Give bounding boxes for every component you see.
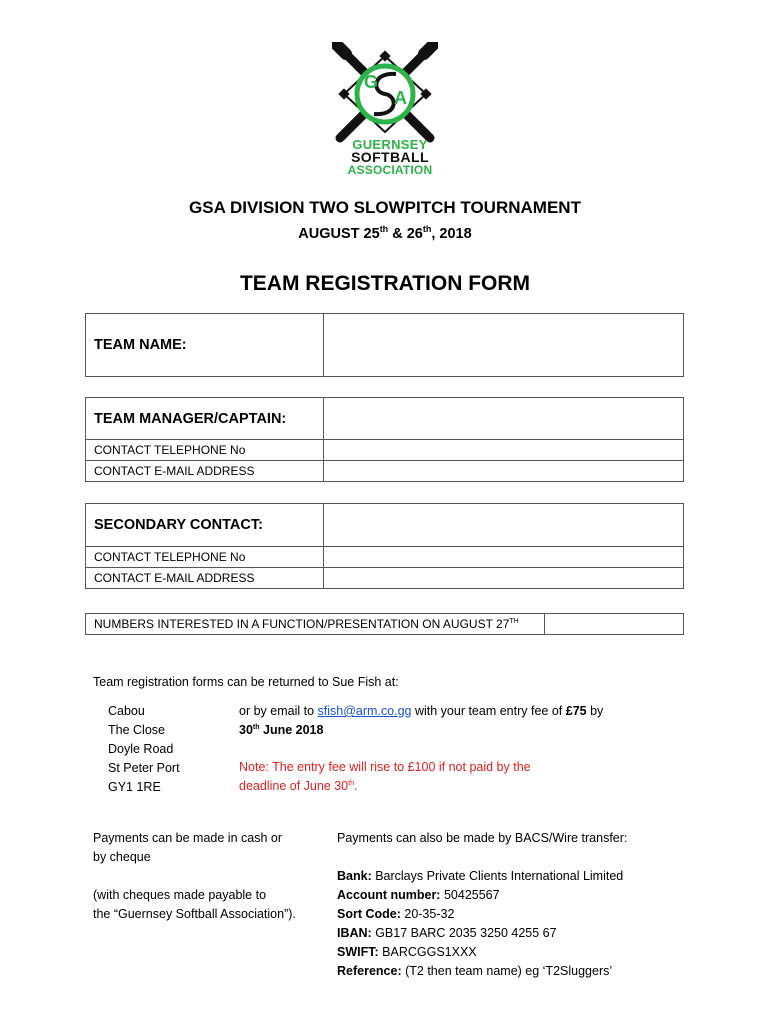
manager-table [85, 397, 684, 482]
email-link[interactable]: sfish@arm.co.gg [317, 704, 412, 718]
late-fee-note: Note: The entry fee will rise to £100 if not paid by the deadline of June 30th. [239, 760, 531, 793]
return-intro: Team registration forms can be returned to Sue Fish at: [93, 675, 399, 689]
address-line: GY1 1RE [108, 780, 161, 794]
svg-text:A: A [394, 88, 407, 108]
secondary-phone-field[interactable] [324, 547, 684, 568]
cheque-payable-info: (with cheques made payable to the “Guernsey Softball Association”). [93, 888, 296, 921]
account-line: Account number: 50425567 [337, 888, 500, 902]
function-table [85, 613, 684, 635]
reference-line: Reference: (T2 then team name) eg ‘T2Sluggers’ [337, 964, 613, 978]
address-line: St Peter Port [108, 761, 180, 775]
manager-phone-field[interactable] [324, 440, 684, 461]
logo-text-softball: SOFTBALL [351, 149, 429, 165]
swift-line: SWIFT: BARCGGS1XXX [337, 945, 477, 959]
cash-payment-info: Payments can be made in cash or by cheque [93, 831, 282, 864]
email-instructions: or by email to sfish@arm.co.gg with your team entry fee of £75 by 30th June 2018 [239, 702, 679, 740]
secondary-contact-label: SECONDARY CONTACT: [86, 504, 324, 547]
secondary-phone-label: CONTACT TELEPHONE No [86, 547, 324, 568]
team-name-label: TEAM NAME: [86, 314, 324, 377]
svg-text:G: G [364, 72, 379, 92]
logo-text-association: ASSOCIATION [347, 163, 433, 177]
secondary-contact-table [85, 503, 684, 589]
tournament-dates: AUGUST 25th & 26th, 2018 [298, 224, 472, 242]
address-line: Doyle Road [108, 742, 174, 756]
bank-line: Bank: Barclays Private Clients International Limited [337, 869, 624, 883]
deadline: 30th June 2018 [239, 723, 324, 737]
team-name-table [85, 313, 684, 377]
bacs-intro: Payments can also be made by BACS/Wire transfer: [337, 831, 628, 845]
return-address [108, 702, 180, 797]
iban-line: IBAN: GB17 BARC 2035 3250 4255 67 [337, 926, 557, 940]
manager-email-label: CONTACT E-MAIL ADDRESS [86, 461, 324, 482]
function-numbers-field[interactable] [545, 614, 684, 635]
tournament-title: GSA DIVISION TWO SLOWPITCH TOURNAMENT [189, 198, 581, 217]
team-name-field[interactable] [324, 314, 684, 377]
secondary-contact-field[interactable] [324, 504, 684, 547]
form-title: TEAM REGISTRATION FORM [239, 272, 531, 295]
manager-email-field[interactable] [324, 461, 684, 482]
address-line: The Close [108, 723, 165, 737]
manager-name-field[interactable] [324, 398, 684, 440]
secondary-email-label: CONTACT E-MAIL ADDRESS [86, 568, 324, 589]
logo-text-guernsey: GUERNSEY [352, 137, 428, 152]
address-line: Cabou [108, 704, 145, 718]
secondary-email-field[interactable] [324, 568, 684, 589]
manager-phone-label: CONTACT TELEPHONE No [86, 440, 324, 461]
function-label: NUMBERS INTERESTED IN A FUNCTION/PRESENTATION ON AUGUST 27TH [86, 614, 545, 635]
manager-label: TEAM MANAGER/CAPTAIN: [86, 398, 324, 440]
bacs-info [337, 829, 677, 981]
sort-code-line: Sort Code: 20-35-32 [337, 907, 455, 921]
